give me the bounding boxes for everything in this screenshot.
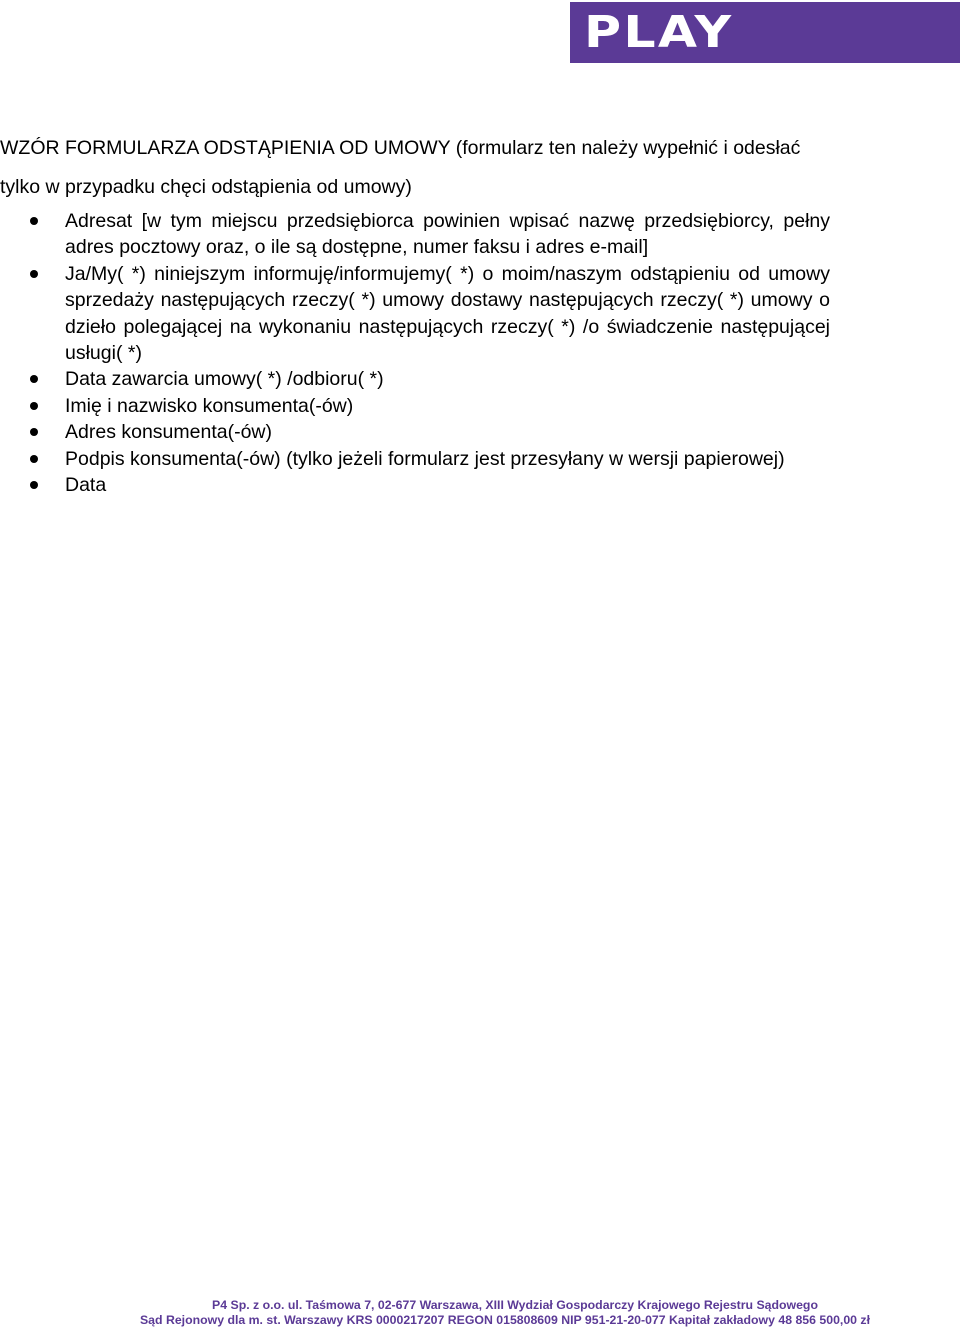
form-fields-list (22, 208, 830, 498)
logo-text: PLAY (584, 6, 734, 58)
bullet-icon (30, 481, 38, 489)
list-item-text: Adresat [w tym miejscu przedsiębiorca powinien wpisać nazwę przedsiębiorcy, pełny adres pocztowy oraz, o ile są dostępne, numer faksu i adres e-mail] (65, 210, 830, 259)
list-item (22, 472, 830, 498)
bullet-icon (30, 217, 38, 225)
list-item (22, 393, 830, 419)
bullet-icon (30, 402, 38, 410)
list-item (22, 366, 830, 392)
list-item (22, 446, 830, 472)
list-item-text: Data (65, 474, 107, 497)
list-item-text: Data zawarcia umowy( *) /odbioru( *) (65, 368, 384, 391)
bullet-icon (30, 270, 38, 278)
brand-logo (570, 2, 960, 63)
list-item (22, 419, 830, 445)
list-item-text: Podpis konsumenta(-ów) (tylko jeżeli formularz jest przesyłany w wersji papierowej) (65, 447, 785, 470)
footer-line-2: Sąd Rejonowy dla m. st. Warszawy KRS 0000217207 REGON 015808609 NIP 951-21-20-077 Kapitał zakładowy 48 856 500,00 zł (139, 1313, 870, 1327)
form-heading: WZÓR FORMULARZA ODSTĄPIENIA OD UMOWY (formularz ten należy wypełnić i odesłać tylko w przypadku chęci odstąpienia od umowy) (0, 137, 801, 198)
list-item-text: Imię i nazwisko konsumenta(-ów) (65, 394, 354, 417)
list-item (22, 208, 830, 261)
list-item-text: Ja/My( *) niniejszym informuję/informujemy( *) o moim/naszym odstąpieniu od umowy sprzedaży następujących rzeczy( *) umowy dostawy następujących rzeczy( *) umowy o dzieło polegającej na wykonaniu następujących rzeczy( *) /o świadczenie następującej usługi( *) (65, 262, 830, 365)
list-item-text: Adres konsumenta(-ów) (65, 421, 272, 444)
footer-line-1: P4 Sp. z o.o. ul. Taśmowa 7, 02-677 Warszawa, XIII Wydział Gospodarczy Krajowego Rejestru Sądowego (212, 1298, 818, 1312)
company-footer (0, 1298, 960, 1328)
bullet-icon (30, 455, 38, 463)
list-item (22, 261, 830, 367)
bullet-icon (30, 428, 38, 436)
bullet-icon (30, 375, 38, 383)
